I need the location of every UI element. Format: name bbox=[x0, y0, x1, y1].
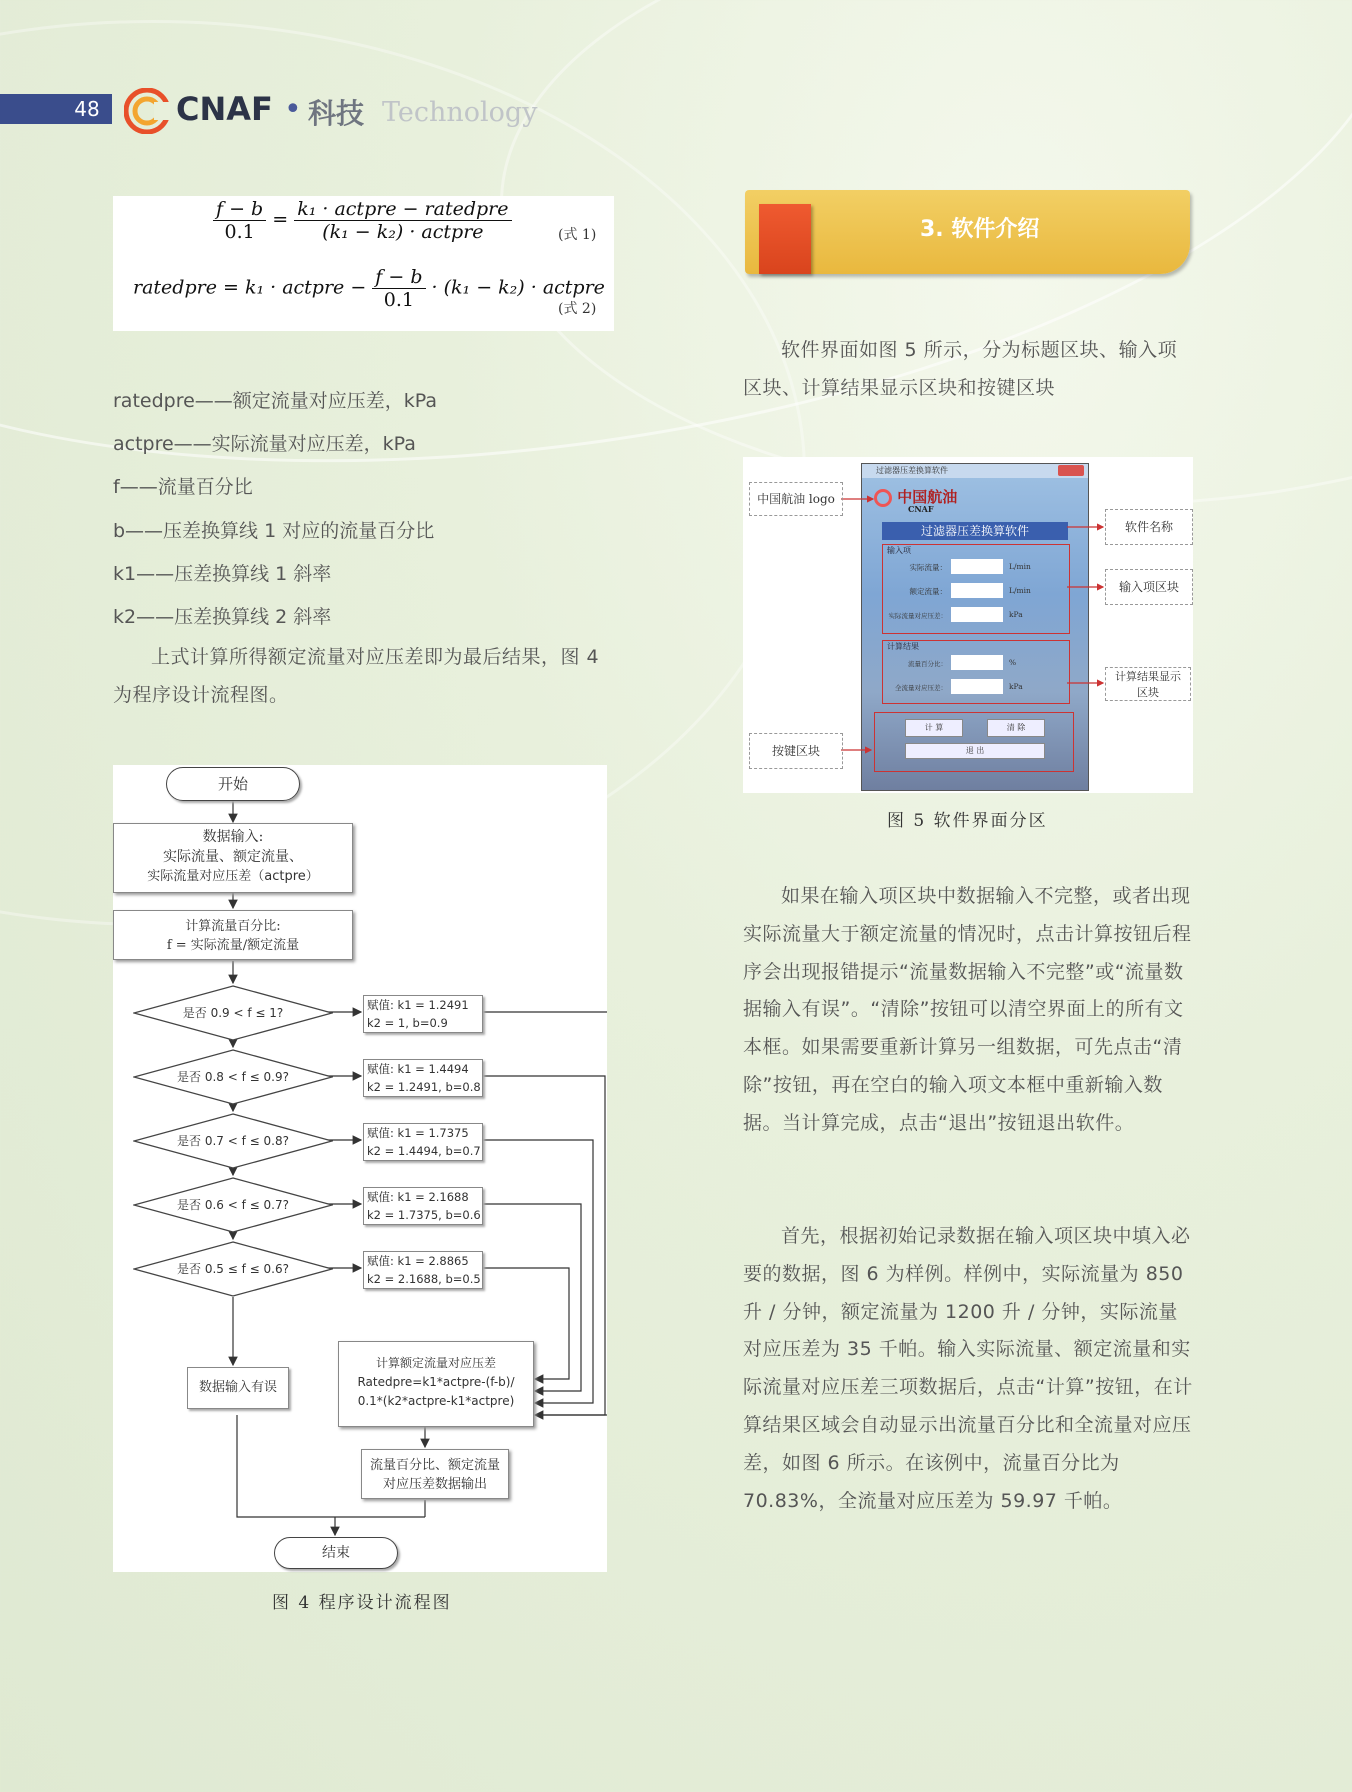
page-number: 48 bbox=[74, 97, 100, 121]
flow-error-box bbox=[187, 1367, 289, 1409]
eq1-lhs-numerator: f − b bbox=[213, 198, 266, 221]
flow-assign-box bbox=[363, 1251, 483, 1289]
decision-label: 是否 0.8 < f ≤ 0.9? bbox=[177, 1070, 289, 1084]
result-unit: % bbox=[1009, 658, 1017, 667]
assign-line: 赋值: k1 = 1.7375 bbox=[367, 1126, 469, 1140]
assign-line: 赋值: k1 = 1.2491 bbox=[367, 998, 469, 1012]
result-unit: kPa bbox=[1009, 682, 1023, 691]
brand-name: CNAF bbox=[176, 90, 273, 128]
eq1-rhs-denominator: (k₁ − k₂) · actpre bbox=[322, 221, 484, 243]
assign-line: k2 = 2.1688, b=0.5 bbox=[367, 1272, 481, 1286]
callout-result: 计算结果显示 bbox=[1115, 670, 1181, 683]
eq2-denominator: 0.1 bbox=[383, 289, 414, 311]
section-label-cn: 科技 bbox=[308, 97, 365, 130]
rated-formula-line: 0.1*(k2*actpre-k1*actpre) bbox=[357, 1394, 515, 1408]
figure-5-software-ui bbox=[743, 457, 1193, 793]
flow-decision bbox=[133, 1113, 333, 1169]
app-title: 过滤器压差换算软件 bbox=[920, 524, 1029, 538]
definition-line: f——流量百分比 bbox=[113, 476, 253, 498]
input-unit: L/min bbox=[1009, 586, 1031, 595]
decision-label: 是否 0.5 ≤ f ≤ 0.6? bbox=[177, 1262, 289, 1276]
brand-separator: • bbox=[284, 92, 302, 127]
eq1-lhs-denominator: 0.1 bbox=[224, 221, 255, 243]
assign-line: k2 = 1, b=0.9 bbox=[367, 1016, 448, 1030]
flow-decision bbox=[133, 985, 333, 1041]
callout-input: 输入项区块 bbox=[1118, 580, 1179, 594]
callout-label bbox=[749, 733, 843, 769]
callout-buttons: 按键区块 bbox=[771, 744, 820, 758]
assign-line: 赋值: k1 = 2.8865 bbox=[367, 1254, 469, 1268]
assign-line: k2 = 1.7375, b=0.6 bbox=[367, 1208, 481, 1222]
figure-5-caption: 图 5 软件界面分区 bbox=[887, 811, 1048, 831]
callout-label bbox=[1105, 569, 1193, 605]
eq1-tag: (式 1) bbox=[558, 227, 597, 243]
flow-rated-box bbox=[338, 1341, 534, 1427]
callout-result: 区块 bbox=[1137, 686, 1159, 699]
definition-line: k2——压差换算线 2 斜率 bbox=[113, 606, 332, 628]
flow-output-box bbox=[361, 1449, 509, 1499]
clear-button-label: 清 除 bbox=[1006, 723, 1026, 732]
input-label: 额定流量： bbox=[909, 587, 947, 596]
section-label-en: Technology bbox=[382, 97, 538, 128]
calc-button-label: 计 算 bbox=[924, 723, 944, 732]
right-paragraph-3: 首先，根据初始记录数据在输入项区块中填入必要的数据，图 6 为样例。样例中，实际流量为 850 升 / 分钟，额定流量为 1200 升 / 分钟，实际流量对应压差为 35 千帕。输入实际流量、额定流量和实际流量对应压差三项数据后，点击“计算”按钮，在计算结果区域会自动显示出流量百分比和全流量对应压差，如图 6 所示。在该例中，流量百分比为 70.83%，全流量对应压差为 59.97 千帕。 bbox=[743, 1225, 1193, 1512]
definition-line: ratedpre——额定流量对应压差，kPa bbox=[113, 390, 438, 412]
equation-1: $\frac{f - b}{0.1}$ = $\frac{\text{k₁ · actpre − ratedpre}}{\text{(k₁ − k₂) · actpre}}$ bbox=[213, 198, 512, 243]
flow-calc-title: 计算流量百分比: bbox=[185, 919, 281, 934]
right-paragraph-2: 如果在输入项区块中数据输入不完整，或者出现实际流量大于额定流量的情况时，点击计算按钮后程序会出现报错提示“流量数据输入不完整”或“流量数据输入有误”。“清除”按钮可以清空界面上的所有文本框。如果需要重新计算另一组数据，可先点击“清除”按钮，再在空白的输入项文本框中重新输入数据。当计算完成，点击“退出”按钮退出软件。 bbox=[743, 885, 1192, 1134]
input-label: 实际流量： bbox=[909, 563, 947, 572]
flow-calc-formula: f = 实际流量/额定流量 bbox=[166, 938, 300, 953]
flow-assign-box bbox=[363, 1123, 483, 1161]
callout-label bbox=[1105, 509, 1193, 545]
definition-line: k1——压差换算线 1 斜率 bbox=[113, 563, 332, 585]
flow-end-node bbox=[274, 1537, 398, 1569]
formula-box bbox=[113, 196, 614, 331]
flow-input-node bbox=[113, 823, 353, 893]
callout-label bbox=[749, 482, 843, 516]
figure-4-caption: 图 4 程序设计流程图 bbox=[272, 1593, 452, 1613]
definition-line: actpre——实际流量对应压差，kPa bbox=[113, 433, 416, 455]
assign-line: k2 = 1.4494, b=0.7 bbox=[367, 1144, 481, 1158]
cnaf-logo-icon bbox=[124, 88, 170, 134]
app-logo-en: CNAF bbox=[908, 504, 934, 514]
callout-name: 软件名称 bbox=[1124, 520, 1173, 534]
definition-line: b——压差换算线 1 对应的流量百分比 bbox=[113, 520, 435, 542]
result-label: 全流量对应压差： bbox=[895, 684, 947, 692]
flow-input-title: 数据输入: bbox=[202, 829, 264, 845]
section-header-accent bbox=[759, 204, 811, 274]
result-group-label: 计算结果 bbox=[887, 642, 919, 651]
output-line: 流量百分比、额定流量 bbox=[369, 1458, 500, 1473]
figure-4-flowchart bbox=[113, 765, 607, 1572]
right-paragraph-1: 软件界面如图 5 所示，分为标题区块、输入项区块、计算结果显示区块和按键区块 bbox=[743, 339, 1178, 399]
flow-end-label: 结束 bbox=[322, 1545, 350, 1561]
eq2-numerator: f − b bbox=[372, 266, 425, 289]
eq2-lhs: ratedpre = k₁ · actpre − bbox=[133, 276, 367, 299]
flow-assign-box bbox=[363, 995, 483, 1033]
assign-line: 赋值: k1 = 1.4494 bbox=[367, 1062, 469, 1076]
output-line: 对应压差数据输出 bbox=[382, 1477, 487, 1492]
decision-label: 是否 0.9 < f ≤ 1? bbox=[182, 1006, 284, 1020]
flow-assign-box bbox=[363, 1187, 483, 1225]
section-header bbox=[745, 190, 1192, 276]
app-logo-cn: 中国航油 bbox=[897, 488, 958, 506]
decision-label: 是否 0.7 < f ≤ 0.8? bbox=[177, 1134, 289, 1148]
flow-calc-node bbox=[113, 910, 353, 960]
input-label: 实际流量对应压差： bbox=[888, 612, 947, 620]
assign-line: 赋值: k1 = 2.1688 bbox=[367, 1190, 469, 1204]
flow-start-node bbox=[166, 767, 300, 801]
app-window-title: 过滤器压差换算软件 bbox=[876, 466, 948, 475]
equation-2 bbox=[133, 266, 605, 311]
eq2-tag: (式 2) bbox=[558, 301, 597, 317]
decision-label: 是否 0.6 < f ≤ 0.7? bbox=[177, 1198, 289, 1212]
left-paragraph: 上式计算所得额定流量对应压差即为最后结果，图 4 为程序设计流程图。 bbox=[113, 646, 600, 706]
eq1-rhs-numerator: k₁ · actpre − ratedpre bbox=[294, 198, 511, 221]
input-unit: L/min bbox=[1009, 562, 1031, 571]
callout-logo: 中国航油 logo bbox=[757, 492, 835, 506]
flow-input-line: 实际流量、额定流量、 bbox=[163, 849, 303, 865]
input-group-label: 输入项 bbox=[887, 546, 911, 555]
flow-error-label: 数据输入有误 bbox=[198, 1380, 277, 1395]
rated-title: 计算额定流量对应压差 bbox=[375, 1356, 496, 1370]
flow-assign-box bbox=[363, 1059, 483, 1097]
flow-input-line: 实际流量对应压差（actpre） bbox=[147, 869, 319, 884]
callout-label bbox=[1105, 667, 1191, 701]
rated-formula-line: Ratedpre=k1*actpre-(f-b)/ bbox=[357, 1375, 515, 1389]
section-title: 3. 软件介绍 bbox=[920, 217, 1040, 242]
result-label: 流量百分比： bbox=[908, 660, 947, 668]
flow-decision bbox=[133, 1241, 333, 1297]
exit-button-label: 退 出 bbox=[965, 746, 985, 755]
input-unit: kPa bbox=[1009, 610, 1023, 619]
eq2-rhs: · (k₁ − k₂) · actpre bbox=[431, 276, 605, 299]
flow-decision bbox=[133, 1049, 333, 1105]
flow-start-label: 开始 bbox=[217, 775, 248, 793]
assign-line: k2 = 1.2491, b=0.8 bbox=[367, 1080, 481, 1094]
flow-decision bbox=[133, 1177, 333, 1233]
